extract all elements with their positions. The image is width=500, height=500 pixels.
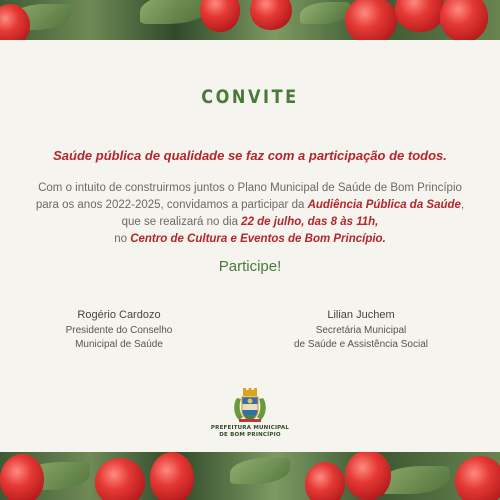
signer-role: de Saúde e Assistência Social bbox=[294, 339, 428, 350]
invitation-card bbox=[0, 40, 500, 455]
signer-name: Lilian Juchem bbox=[327, 309, 395, 321]
strawberry-photo-top bbox=[0, 0, 500, 40]
event-date-time: 22 de julho, das 8 às 11h, bbox=[241, 216, 379, 228]
event-name: Audiência Pública da Saúde bbox=[307, 199, 461, 211]
signer-role: Presidente do Conselho bbox=[65, 325, 173, 336]
body-line-2: para os anos 2022-2025, convidamos a participar da Audiência Pública da Saúde, bbox=[35, 199, 465, 211]
prefeitura-logo-text: PREFEITURA MUNICIPAL DE BOM PRINCÍPIO bbox=[210, 425, 290, 438]
invite-title: CONVITE bbox=[201, 86, 299, 108]
invite-tagline: Saúde pública de qualidade se faz com a participação de todos. bbox=[53, 148, 447, 163]
signer-name: Rogério Cardozo bbox=[77, 309, 161, 321]
invite-body bbox=[0, 180, 500, 248]
body-line-1: Com o intuito de construirmos juntos o Plano Municipal de Saúde de Bom Princípio bbox=[38, 182, 462, 194]
signature-right bbox=[251, 308, 471, 352]
signer-role: Municipal de Saúde bbox=[75, 339, 163, 350]
signature-left bbox=[9, 308, 229, 352]
signer-role: Secretária Municipal bbox=[315, 325, 407, 336]
event-venue: Centro de Cultura e Eventos de Bom Princípio. bbox=[130, 233, 386, 245]
participe-call: Participe! bbox=[218, 258, 282, 275]
body-line-4: no Centro de Cultura e Eventos de Bom Princípio. bbox=[114, 233, 386, 245]
strawberry-photo-bottom bbox=[0, 452, 500, 500]
body-line-3: que se realizará no dia 22 de julho, das 8 às 11h, bbox=[121, 216, 379, 228]
municipal-crest-icon bbox=[231, 388, 269, 424]
